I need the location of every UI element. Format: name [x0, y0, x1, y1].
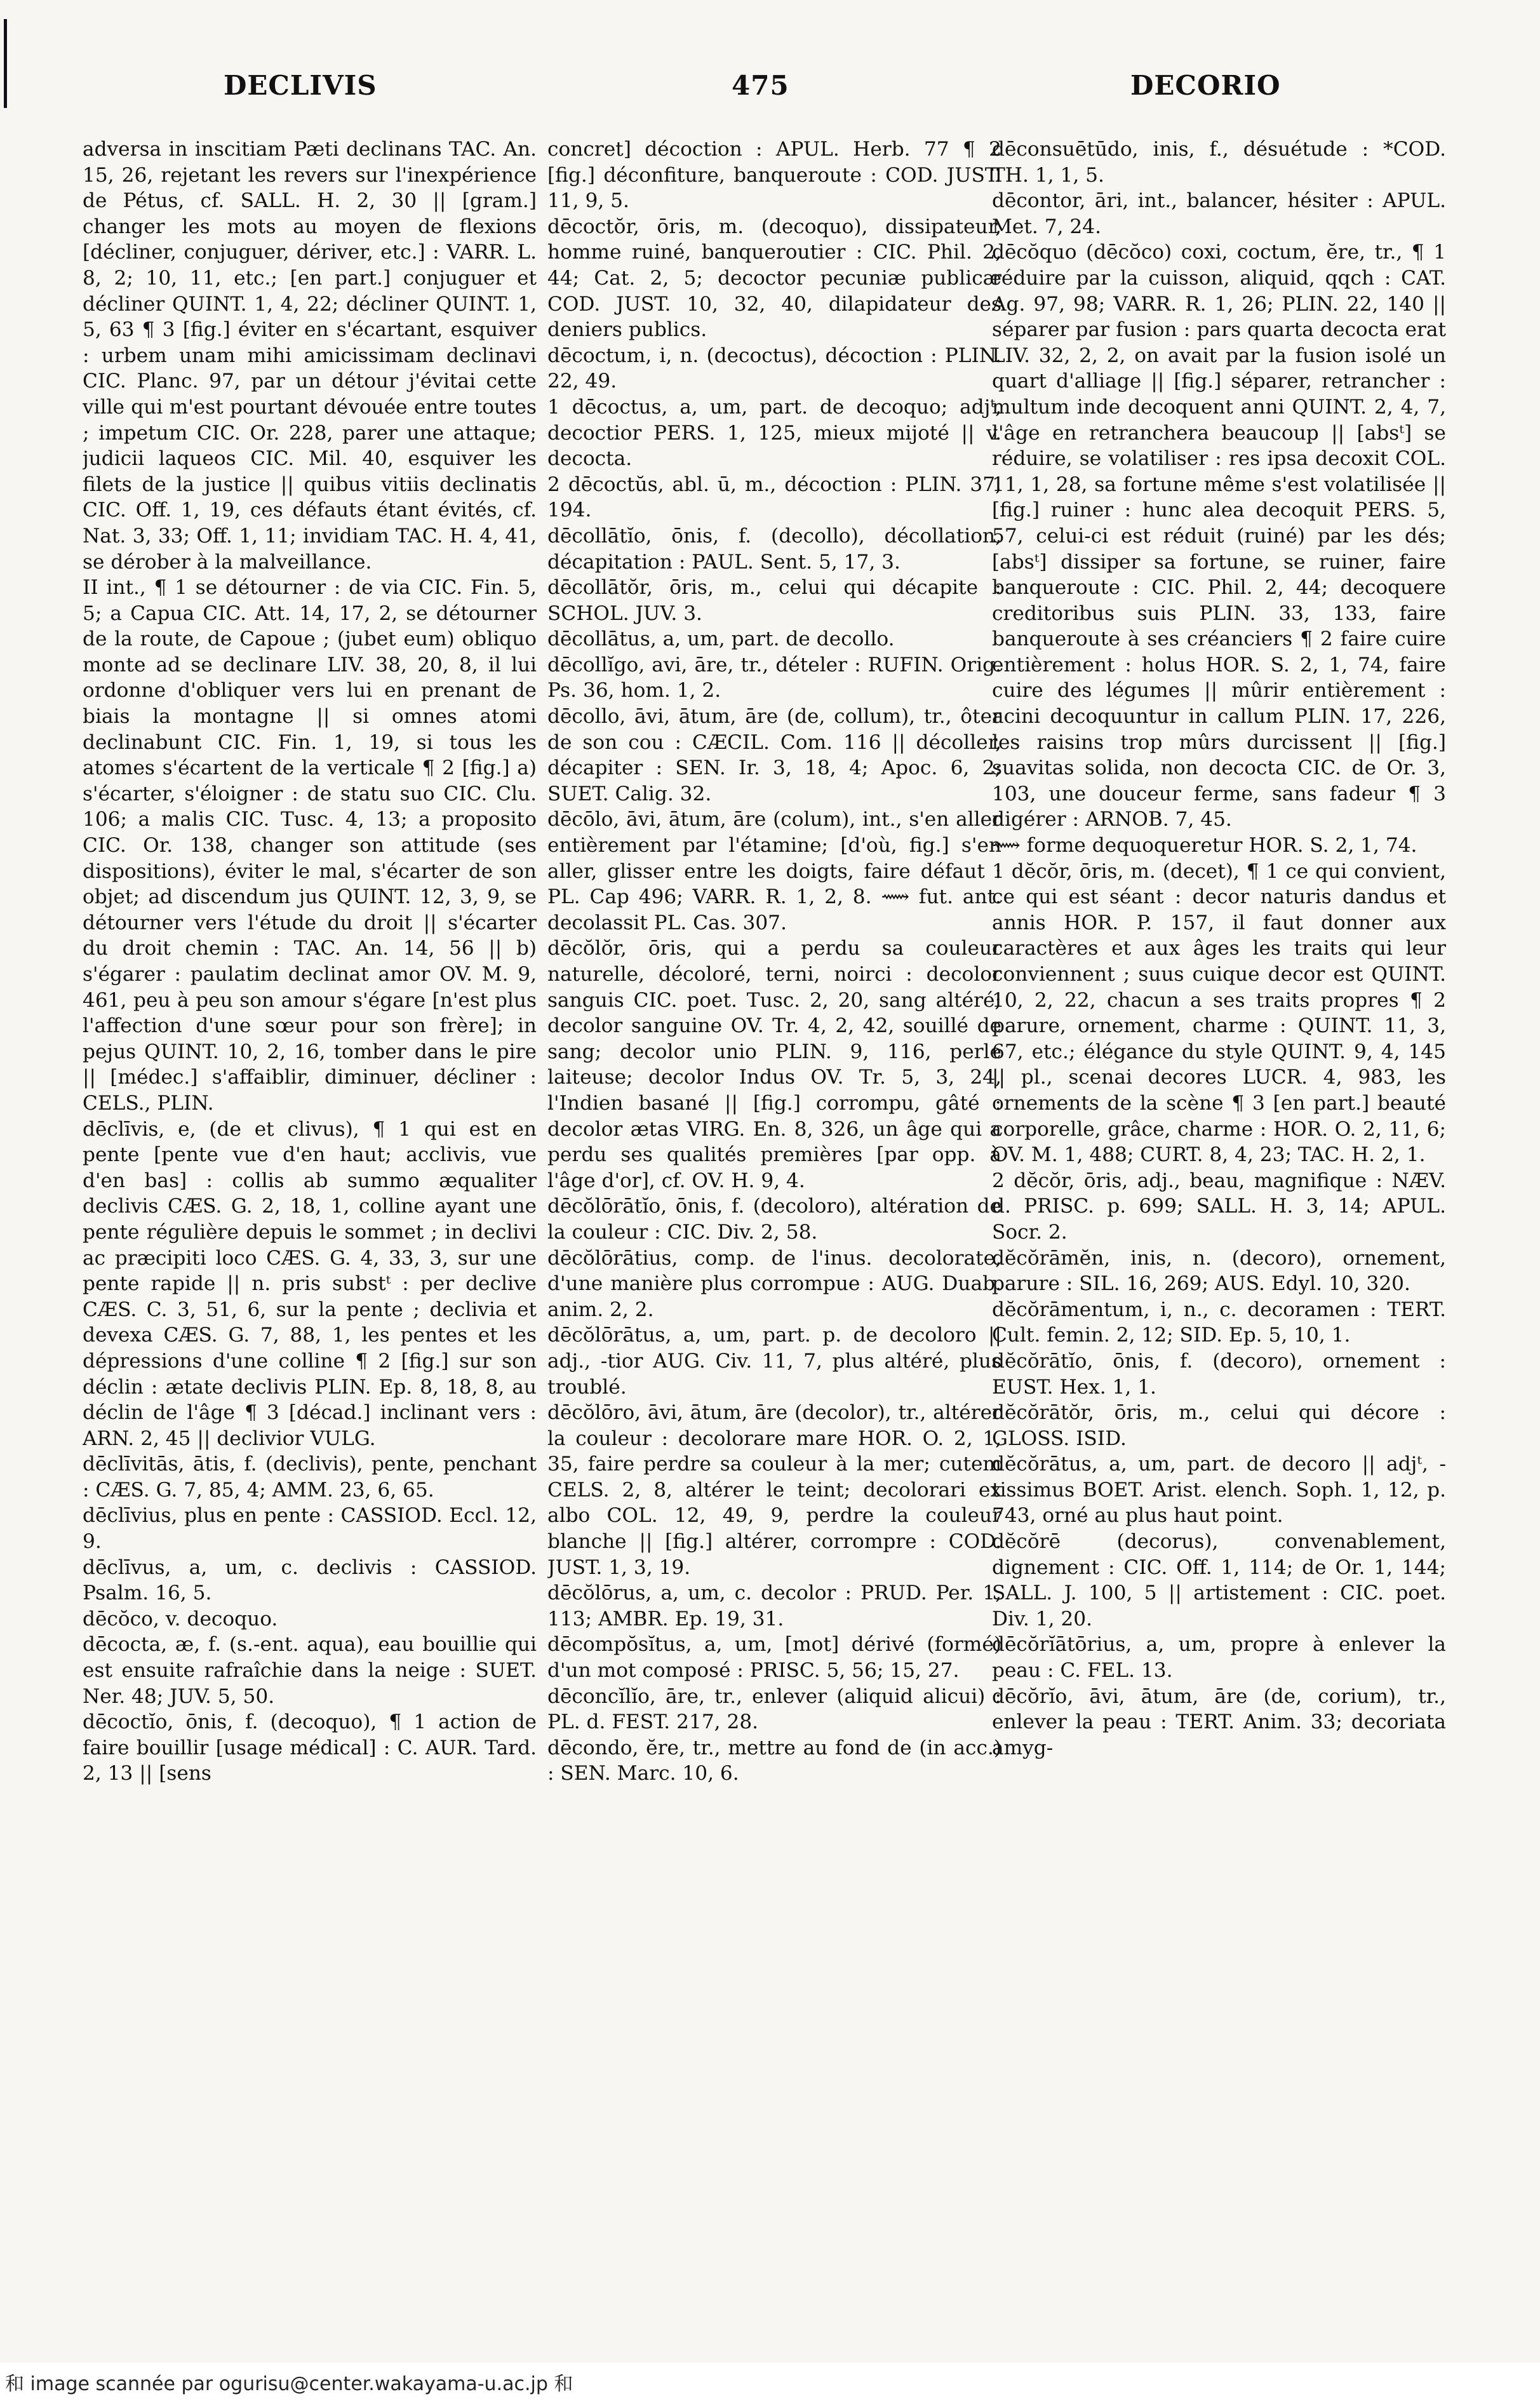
dictionary-entry: dĕcŏrātŏr, ōris, m., celui qui décore : GLOSS. ISID. — [992, 1401, 1446, 1450]
dictionary-entry: dĕcŏrē (decorus), convenablement, dignement : CIC. Off. 1, 114; de Or. 1, 144; SALL. J. 100, 5 || artistement : CIC. poet. Div. 1, 20. — [992, 1530, 1446, 1630]
dictionary-entry: dēcollātus, a, um, part. de decollo. — [547, 628, 895, 651]
page-number: 475 — [732, 70, 789, 101]
dictionary-entry: ⟿ forme dequoqueretur HOR. S. 2, 1, 74. — [992, 834, 1417, 857]
dictionary-entry: dēcollātŏr, ōris, m., celui qui décapite : SCHOL. JUV. 3. — [547, 576, 1001, 625]
dictionary-entry: 1 dĕcŏr, ōris, m. (decet), ¶ 1 ce qui convient, ce qui est séant : decor naturis dandus et annis HOR. P. 157, il faut donner aux caractères et aux âges les traits qui leur conviennent ; suus cuique decor est QUINT. 10, 2, 22, chacun a ses traits propres ¶ 2 parure, ornement, charme : QUINT. 11, 3, 67, etc.; élégance du style QUINT. 9, 4, 145 || pl., scenai decores LUCR. 4, 983, les ornements de la scène ¶ 3 [en part.] beauté corporelle, grâce, charme : HOR. O. 2, 11, 6; OV. M. 1, 488; CURT. 8, 4, 23; TAC. H. 2, 1. — [992, 859, 1446, 1167]
dictionary-entry: dēcŏrĭo, āvi, ātum, āre (de, corium), tr., enlever la peau : TERT. Anim. 33; decoriata amyg- — [992, 1684, 1446, 1759]
dictionary-entry: dēclīvitās, ātis, f. (declivis), pente, penchant : CÆS. G. 7, 85, 4; AMM. 23, 6, 65. — [83, 1453, 537, 1502]
dictionary-entry: dēcoctĭo, ōnis, f. (decoquo), ¶ 1 action de faire bouillir [usage médical] : C. AUR. Tard. 2, 13 || [sens — [83, 1710, 537, 1785]
dictionary-entry: dēcontor, āri, int., balancer, hésiter : APUL. Met. 7, 24. — [992, 189, 1446, 238]
dictionary-entry: dĕcŏrāmentum, i, n., c. decoramen : TERT. Cult. femin. 2, 12; SID. Ep. 5, 10, 1. — [992, 1298, 1446, 1347]
dictionary-entry: adversa in inscitiam Pæti declinans TAC. An. 15, 26, rejetant les revers sur l'inexpérience de Pétus, cf. SALL. H. 2, 30 || [gram.] changer les mots au moyen de flexions [décliner, conjuguer, dériver, etc.] : VARR. L. 8, 2; 10, 11, etc.; [en part.] conjuguer et décliner QUINT. 1, 4, 22; décliner QUINT. 1, 5, 63 ¶ 3 [fig.] éviter en s'écartant, esquiver : urbem unam mihi amicissimam declinavi CIC. Planc. 97, par un détour j'évitai cette ville qui m'est pourtant dévouée entre toutes ; impetum CIC. Or. 228, parer une attaque; judicii laqueos CIC. Mil. 40, esquiver les filets de la justice || quibus vitiis declinatis CIC. Off. 1, 19, ces défauts étant évités, cf. Nat. 3, 33; Off. 1, 11; invidiam TAC. H. 4, 41, se dérober à la malveillance. — [83, 138, 537, 574]
dictionary-entry: dĕcŏrātus, a, um, part. de decoro || adjᵗ, -tissimus BOET. Arist. elench. Soph. 1, 12, p. 743, orné au plus haut point. — [992, 1453, 1446, 1528]
dictionary-entry: concret] décoction : APUL. Herb. 77 ¶ 2 [fig.] déconfiture, banqueroute : COD. JUST. 11, 9, 5. — [547, 138, 1001, 213]
scan-credit-footer: 和 image scannée par ogurisu@center.wakayama-u.ac.jp 和 — [0, 2363, 1540, 2406]
dictionary-entry: dēcollĭgo, avi, āre, tr., dételer : RUFIN. Orig. Ps. 36, hom. 1, 2. — [547, 653, 1001, 702]
right-running-head: DECORIO — [1130, 70, 1281, 101]
dictionary-entry: 2 dēcoctŭs, abl. ū, m., décoction : PLIN. 37, 194. — [547, 473, 1001, 522]
column-2 — [547, 137, 1001, 2322]
dictionary-entry: dēconcĭlĭo, āre, tr., enlever (aliquid alicui) : PL. d. FEST. 217, 28. — [547, 1684, 1001, 1734]
dictionary-entry: dēcoctŏr, ōris, m. (decoquo), dissipateur, homme ruiné, banqueroutier : CIC. Phil. 2, 44; Cat. 2, 5; decoctor pecuniæ publicæ COD. JUST. 10, 32, 40, dilapidateur des deniers publics. — [547, 215, 1001, 342]
dictionary-entry: dĕcŏrātĭo, ōnis, f. (decoro), ornement : EUST. Hex. 1, 1. — [992, 1349, 1446, 1399]
dictionary-entry: dēconsuētūdo, inis, f., désuétude : *COD. TH. 1, 1, 5. — [992, 138, 1446, 187]
dictionary-entry: dēclīvus, a, um, c. declivis : CASSIOD. Psalm. 16, 5. — [83, 1556, 537, 1605]
dictionary-entry: dēcompŏsĭtus, a, um, [mot] dérivé (formé) d'un mot composé : PRISC. 5, 56; 15, 27. — [547, 1633, 1001, 1683]
left-running-head: DECLIVIS — [224, 70, 377, 101]
dictionary-entry: dēcŏco, v. decoquo. — [83, 1607, 278, 1630]
dictionary-entry: dēcondo, ĕre, tr., mettre au fond de (in acc.) : SEN. Marc. 10, 6. — [547, 1736, 1001, 1785]
dictionary-entry: dēcŏlōrātĭo, ōnis, f. (decoloro), altération de la couleur : CIC. Div. 2, 58. — [547, 1195, 1001, 1244]
dictionary-entry: dēcollo, āvi, ātum, āre (de, collum), tr., ôter de son cou : CÆCIL. Com. 116 || décoller, décapiter : SEN. Ir. 3, 18, 4; Apoc. 6, 2; SUET. Calig. 32. — [547, 705, 1001, 805]
dictionary-entry: dēcŏlŏr, ōris, qui a perdu sa couleur naturelle, décoloré, terni, noirci : decolor sanguis CIC. poet. Tusc. 2, 20, sang altéré; decolor sanguine OV. Tr. 4, 2, 42, souillé de sang; decolor unio PLIN. 9, 116, perle laiteuse; decolor Indus OV. Tr. 5, 3, 24, l'Indien basané || [fig.] corrompu, gâté : decolor ætas VIRG. En. 8, 326, un âge qui a perdu ses qualités premières [par opp. à l'âge d'or], cf. OV. H. 9, 4. — [547, 937, 1001, 1192]
column-1 — [83, 137, 537, 2322]
column-3 — [992, 137, 1446, 2322]
dictionary-entry: dēcŏlōrus, a, um, c. decolor : PRUD. Per. 1, 113; AMBR. Ep. 19, 31. — [547, 1582, 1001, 1630]
dictionary-entry: II int., ¶ 1 se détourner : de via CIC. Fin. 5, 5; a Capua CIC. Att. 14, 17, 2, se détourner de la route, de Capoue ; (jubet eum) obliquo monte ad se declinare LIV. 38, 20, 8, il lui ordonne d'obliquer vers lui en prenant de biais la montagne || si omnes atomi declinabunt CIC. Fin. 1, 19, si tous les atomes s'écartent de la verticale ¶ 2 [fig.] a) s'écarter, s'éloigner : de statu suo CIC. Clu. 106; a malis CIC. Tusc. 4, 13; a proposito CIC. Or. 138, changer son attitude (ses dispositions), éviter le mal, s'écarter de son objet; ad discendum jus QUINT. 12, 3, 9, se détourner vers l'étude du droit || s'écarter du droit chemin : TAC. An. 14, 56 || b) s'égarer : paulatim declinat amor OV. M. 9, 461, peu à peu son amour s'égare [n'est plus l'affection d'une sœur pour son frère]; in pejus QUINT. 10, 2, 16, tomber dans le pire || [médec.] s'affaiblir, diminuer, décliner : CELS., PLIN. — [83, 576, 537, 1115]
dictionary-entry: dēcōlo, āvi, ātum, āre (colum), int., s'en aller entièrement par l'étamine; [d'où, fig.] s'en aller, glisser entre les doigts, faire défaut : PL. Cap 496; VARR. R. 1, 2, 8. ⟿ fut. ant. decolassit PL. Cas. 307. — [547, 808, 1001, 934]
dictionary-entry: 2 dĕcŏr, ōris, adj., beau, magnifique : NÆV. d. PRISC. p. 699; SALL. H. 3, 14; APUL. Socr. 2. — [992, 1169, 1446, 1244]
dictionary-entry: dēclīvius, plus en pente : CASSIOD. Eccl. 12, 9. — [83, 1504, 537, 1554]
dictionary-entry: dēcŏquo (dēcŏco) coxi, coctum, ĕre, tr., ¶ 1 réduire par la cuisson, aliquid, qqch : CAT. Ag. 97, 98; VARR. R. 1, 26; PLIN. 22, 140 || séparer par fusion : pars quarta decocta erat LIV. 32, 2, 2, on avait par la fusion isolé un quart d'alliage || [fig.] séparer, retrancher : multum inde decoquent anni QUINT. 2, 4, 7, l'âge en retranchera beaucoup || [absᵗ] se réduire, se volatiliser : res ipsa decoxit COL. 11, 1, 28, sa fortune même s'est volatilisée || [fig.] ruiner : hunc alea decoquit PERS. 5, 57, celui-ci est réduit (ruiné) par les dés; [absᵗ] dissiper sa fortune, se ruiner, faire banqueroute : CIC. Phil. 2, 44; decoquere creditoribus suis PLIN. 33, 133, faire banqueroute à ses créanciers ¶ 2 faire cuire entièrement : holus HOR. S. 2, 1, 74, faire cuire des légumes || mûrir entièrement : acini decoquuntur in callum PLIN. 17, 226, les raisins trop mûrs durcissent || [fig.] suavitas solida, non decocta CIC. de Or. 3, 103, une douceur ferme, sans fadeur ¶ 3 digérer : ARNOB. 7, 45. — [992, 241, 1446, 831]
dictionary-entry: dēcoctum, i, n. (decoctus), décoction : PLIN. 22, 49. — [547, 344, 1001, 393]
dictionary-entry: 1 dēcoctus, a, um, part. de decoquo; adjᵗ, decoctior PERS. 1, 125, mieux mijoté || v. decocta. — [547, 395, 1001, 471]
dictionary-entry: dēcŏrĭātōrius, a, um, propre à enlever la peau : C. FEL. 13. — [992, 1633, 1446, 1683]
margin-rule — [4, 19, 7, 108]
dictionary-entry: dēclīvis, e, (de et clivus), ¶ 1 qui est en pente [pente vue d'en haut; acclivis, vue d'en bas] : collis ab summo æqualiter declivis CÆS. G. 2, 18, 1, colline ayant une pente régulière depuis le sommet ; in declivi ac præcipiti loco CÆS. G. 4, 33, 3, sur une pente rapide || n. pris substᵗ : per declive CÆS. C. 3, 51, 6, sur la pente ; declivia et devexa CÆS. G. 7, 88, 1, les pentes et les dépressions d'une colline ¶ 2 [fig.] sur son déclin : ætate declivis PLIN. Ep. 8, 18, 8, au déclin de l'âge ¶ 3 [décad.] inclinant vers : ARN. 2, 45 || declivior VULG. — [83, 1117, 537, 1450]
dictionary-entry: dēcŏlōrātus, a, um, part. p. de decoloro || adj., -tior AUG. Civ. 11, 7, plus altéré, plus troublé. — [547, 1324, 1001, 1399]
dictionary-entry: dĕcŏrāmĕn, inis, n. (decoro), ornement, parure : SIL. 16, 269; AUS. Edyl. 10, 320. — [992, 1246, 1446, 1296]
dictionary-entry: dēcŏlōro, āvi, ātum, āre (decolor), tr., altérer la couleur : decolorare mare HOR. O. 2, 1, 35, faire perdre sa couleur à la mer; cutem CELS. 2, 8, altérer le teint; decolorari ex albo COL. 12, 49, 9, perdre la couleur blanche || [fig.] altérer, corrompre : COD. JUST. 1, 3, 19. — [547, 1401, 1001, 1579]
dictionary-entry: dēcocta, æ, f. (s.-ent. aqua), eau bouillie qui est ensuite rafraîchie dans la neige : SUET. Ner. 48; JUV. 5, 50. — [83, 1633, 537, 1708]
dictionary-entry: dēcŏlōrātius, comp. de l'inus. decolorate, d'une manière plus corrompue : AUG. Duab. anim. 2, 2. — [547, 1246, 1001, 1321]
dictionary-entry: dēcollātĭo, ōnis, f. (decollo), décollation, décapitation : PAUL. Sent. 5, 17, 3. — [547, 524, 1001, 574]
